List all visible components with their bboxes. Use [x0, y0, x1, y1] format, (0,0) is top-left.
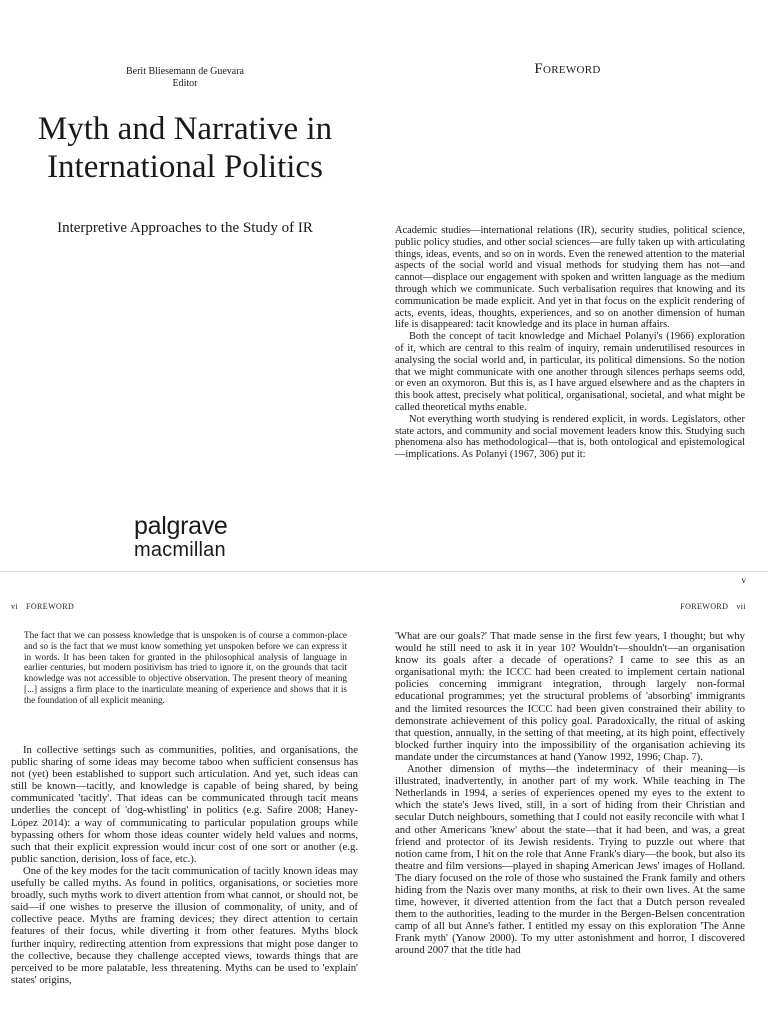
spread-divider	[0, 571, 768, 572]
block-quote: The fact that we can possess knowledge that is unspoken is of course a common-place and so is the fact that we must know something yet unspoken before we can express it in words. It has been taken for granted in the philosophical analysis of language in earlier centuries, but modern positivism has tried to ignore it, on the grounds that tacit knowledge was not accessible to objective observation. The present theory of meaning [...] assigns a firm place to the inarticulate meaning of experience and shows that it is the foundation of all explicit meaning.	[24, 630, 347, 705]
page-number-v: v	[741, 575, 746, 585]
running-head-label: FOREWORD	[680, 602, 729, 611]
publisher-logo-line-1: palgrave	[134, 512, 228, 540]
page-number-vi: vi	[11, 602, 19, 611]
chapter-reference-link[interactable]: 7	[691, 750, 697, 763]
page-vii-body	[395, 630, 745, 957]
foreword-paragraph: Academic studies—international relations (IR), security studies, political science, public policy studies, and other social sciences—are fully taken up with articulating things, ideas, events, and so on in words. Even the renewed attention to the material aspects of the social world and visual methods for studying them has not—and cannot—displace our engagement with spoken and written language as the medium through which we communicate. Such verbalisation requires that knowing and its communication be made explicit. And yet in that focus on the explicit rendering of acts, events, ideas, thoughts, experiences, and so on another dimension of human life is disappeared: tacit knowledge and its place in human affairs.	[395, 225, 745, 331]
editor-block	[60, 66, 310, 90]
page-number-vii: vii	[736, 602, 746, 611]
publisher-logo-line-2: macmillan	[134, 539, 226, 561]
book-title-line-1: Myth and Narrative in	[37, 111, 333, 147]
body-paragraph: Another dimension of myths—the indeterminacy of their meaning—is illustrated, inadvertently, in another part of my work. While teaching in The Netherlands in 1994, a series of experiences opened my eyes to the extent to which the state's Jews lived, still, in a sort of hiding from their Christian and secular Dutch neighbours, something that I could not easily reconcile with what I and other Americans 'knew' about the state—that it had been, and was, a great friend and protector of its Jewish residents. Trying to puzzle out where that notion came from, I hit on the role that Anne Frank's diary—the book, but also its theatre and film versions—played in shaping American Jews' images of Holland. The diary focused on the role of those who sustained the Frank family and others hiding from the Nazis over many months, at risk to their own lives. At the same time, however, it diverted attention from the fact that a Dutch person revealed them to the authorities, leading to the murder in the Bergen-Belsen concentration camp of all but Anne's father. I entitled my essay on this exploration 'The Anne Frank myth' (Yanow 2000). To my utter astonishment and horror, I discovered around 2007 that the title had	[395, 763, 745, 957]
running-head-label: FOREWORD	[26, 602, 75, 611]
book-title-line-2: International Politics	[47, 149, 323, 185]
running-head-vii	[600, 602, 746, 611]
editor-name: Berit Bliesemann de Guevara	[125, 66, 244, 77]
paragraph-text: ).	[696, 750, 703, 763]
book-title	[0, 110, 370, 186]
book-subtitle: Interpretive Approaches to the Study of IR	[57, 220, 313, 236]
editor-role: Editor	[172, 78, 198, 89]
page-vi-body	[11, 744, 358, 986]
foreword-heading: Foreword	[534, 61, 601, 77]
foreword-body	[395, 225, 745, 461]
publisher-logo	[134, 514, 254, 561]
foreword-paragraph: Both the concept of tacit knowledge and Michael Polanyi's (1966) exploration of it, which are central to this realm of inquiry, remain underutilised resources in analysing the social world and, in particular, its political dimensions. So the notion that we might communicate with one another through silences perhaps seems odd, or even an oxymoron. But this is, as I have argued elsewhere and as the chapters in this book attest, precisely what political, organisational, societal, and what might be called theoretical myths enable.	[395, 331, 745, 413]
paragraph-text: 'What are our goals?' That made sense in the first few years, I thought; but why would he still need to ask it in year 10? Wouldn't—shouldn't—an organisation know its goals after a decade of operations? I came to see this as an organisational myth: the ICCC had been created to implement certain national policies concerning immigrant integration, through largely non-formal educational programmes; yet the structural problems of 'absorbing' immigrants and the limited resources the ICCC had been given constrained their ability to demonstrate achievement of this policy goal. Paradoxically, the ritual of asking that question, annually, in the setting of that meeting, at its high point, effectively blocked further inquiry into the impossibility of the organisation achieving its mandate under the circumstances at hand (Yanow 1992, 1996; Chap.	[395, 630, 745, 763]
body-paragraph: One of the key modes for the tacit communication of tacitly known ideas may usefully be called myths. As found in politics, organisations, or societies more broadly, such myths work to divert attention from what cannot, or should not, be said—if one wishes to preserve the illusion of commonality, of unity, and of collective peace. Myths are framing devices; they direct attention to certain features of their focus, while diverting it from other features. Myths block further inquiry, redirecting attention from expressions that might pose danger to the collective, because they challenge accepted views, towards things that are perceived to be more palatable, less threatening. Myths can be used to 'explain' states' origins,	[11, 864, 358, 986]
body-paragraph	[395, 630, 745, 763]
foreword-paragraph: Not everything worth studying is rendered explicit, in words. Legislators, other state actors, and community and social movement leaders know this. Studying such phenomena also has methodological—that is, both ontological and epistemological—implications. As Polanyi (1967, 306) put it:	[395, 413, 745, 461]
body-paragraph: In collective settings such as communities, polities, and organisations, the public sharing of some ideas may become taboo when sufficient consensus has not (yet) been established to support such articulation. And yet, such ideas can still be known—tacitly, and knowledge is capable of being shared, by being communicated 'tacitly'. That ideas can be communicated through tacit means underlies the concept of 'dog-whistling' in politics (e.g. Safire 2008; Haney-López 2014): a way of communicating to particular population groups while bypassing others for whom those ideas counter widely held values and norms, such that their explicit expression would incur cost of one sort or another (e.g. public sanction, derision, loss of face, etc.).	[11, 744, 358, 865]
running-head-vi	[11, 602, 74, 611]
